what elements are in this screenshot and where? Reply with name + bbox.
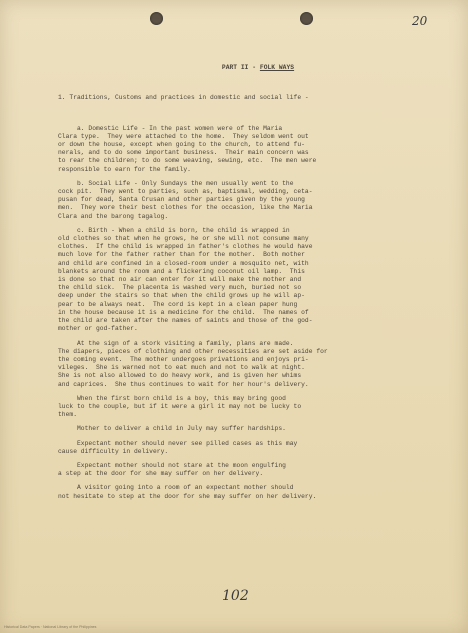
text-line: blankets around the room and a flickering coconut oil lamp. This bbox=[58, 267, 305, 275]
page-number-top: 20 bbox=[412, 14, 428, 28]
text-line: or down the house, except when going to the church, to attend fu- bbox=[58, 141, 305, 149]
text-line: c. Birth - When a child is born, the child is wrapped in bbox=[58, 226, 290, 234]
text-line: them. bbox=[58, 411, 77, 419]
section-intro: 1. Traditions, Customs and practices in domestic and social life - bbox=[58, 94, 309, 102]
text-line: pusan for dead, Santa Crusan and other parties given by the young bbox=[58, 196, 305, 204]
text-line: luck to the couple, but if it were a girl it may not be lucky to bbox=[58, 402, 302, 410]
text-line: the child sick. The placenta is washed very much, buried not so bbox=[58, 284, 302, 292]
paragraph-stair bbox=[58, 462, 458, 478]
text-line: a. Domestic Life - In the past women were of the Maria bbox=[58, 124, 283, 132]
text-line: At the sign of a stork visiting a family, plans are made. bbox=[58, 339, 294, 347]
text-line: men. They wore their best clothes for the occasion, like the Maria bbox=[58, 204, 313, 212]
paragraph-domestic bbox=[58, 125, 458, 174]
document-body bbox=[58, 48, 458, 517]
paragraph-visitor bbox=[58, 484, 458, 500]
text-line: much love for the father rather than for the mother. Both mother bbox=[58, 251, 305, 259]
text-line: vileges. She is warned not to eat much and not to walk at night. bbox=[58, 364, 305, 372]
text-line: in the house because it is a medicine for the child. The names of bbox=[58, 308, 309, 316]
text-line: the coming event. The mother undergoes privations and enjoys pri- bbox=[58, 355, 309, 363]
text-line: clothes. If the child is wrapped in father's clothes he would have bbox=[58, 243, 313, 251]
text-line: She is not also allowed to do heavy work, and is given her whims bbox=[58, 372, 302, 380]
archive-stamp: Historical Data Papers · National Library of the Philippines bbox=[4, 625, 97, 629]
text-line: Mother to deliver a child in July may suffer hardships. bbox=[58, 425, 286, 433]
text-line: not hesitate to step at the door for she may suffer on her delivery. bbox=[58, 492, 317, 500]
binder-hole-right bbox=[300, 12, 313, 25]
text-line: a step at the door for she may suffer on her delivery. bbox=[58, 470, 264, 478]
text-line: The diapers, pieces of clothing and other necessities are set aside for bbox=[58, 347, 328, 355]
paragraph-stork bbox=[58, 340, 458, 389]
text-line: When the first born child is a boy, this may bring good bbox=[58, 394, 286, 402]
text-line: cock pit. They went to parties, such as, baptismal, wedding, ceta- bbox=[58, 188, 313, 196]
paragraphs bbox=[58, 125, 458, 501]
text-line: pear to be always neat. The cord is kept in a clean paper hung bbox=[58, 300, 298, 308]
heading-prefix: PART II - bbox=[221, 64, 260, 72]
paragraph-peeled bbox=[58, 440, 458, 456]
text-line: and caprices. She thus continues to wait for her hour's delivery. bbox=[58, 380, 309, 388]
text-line: to rear the children; to do some weaving, sewing, etc. The men were bbox=[58, 157, 317, 165]
text-line: Expectant mother should not stare at the moon engulfing bbox=[58, 461, 286, 469]
text-line: cause difficulty in delivery. bbox=[58, 447, 169, 455]
page-number-bottom: 102 bbox=[222, 588, 249, 604]
paragraph-july bbox=[58, 425, 458, 433]
section-heading bbox=[58, 64, 458, 72]
text-line: responsible to earn for the family. bbox=[58, 165, 191, 173]
text-line: and child are confined in a closed-room under a mosquito net, with bbox=[58, 259, 309, 267]
text-line: Clara type. They were attached to the home. They seldom went out bbox=[58, 132, 309, 140]
text-line: deep under the stairs so that when the child grows up he will ap- bbox=[58, 292, 305, 300]
paragraph-firstborn bbox=[58, 395, 458, 420]
paragraph-social bbox=[58, 180, 458, 221]
text-line: old clothes so that when he grows, he or she will not consume many bbox=[58, 235, 309, 243]
text-line: b. Social Life - Only Sundays the men usually went to the bbox=[58, 179, 294, 187]
text-line: A visitor going into a room of an expectant mother should bbox=[58, 484, 294, 492]
text-line: Expectant mother should never see pilled cases as this may bbox=[58, 439, 298, 447]
text-line: the child are taken after the names of saints and those of the god- bbox=[58, 317, 313, 325]
text-line: Clara and the barong tagalog. bbox=[58, 212, 169, 220]
heading-title: FOLK WAYS bbox=[259, 64, 295, 72]
binder-hole-left bbox=[150, 12, 163, 25]
text-line: mother or god-father. bbox=[58, 325, 138, 333]
paragraph-birth bbox=[58, 227, 458, 334]
text-line: is done so that no air can enter for it will make the mother and bbox=[58, 276, 302, 284]
text-line: nerals, and to do some important business. Their main concern was bbox=[58, 149, 309, 157]
